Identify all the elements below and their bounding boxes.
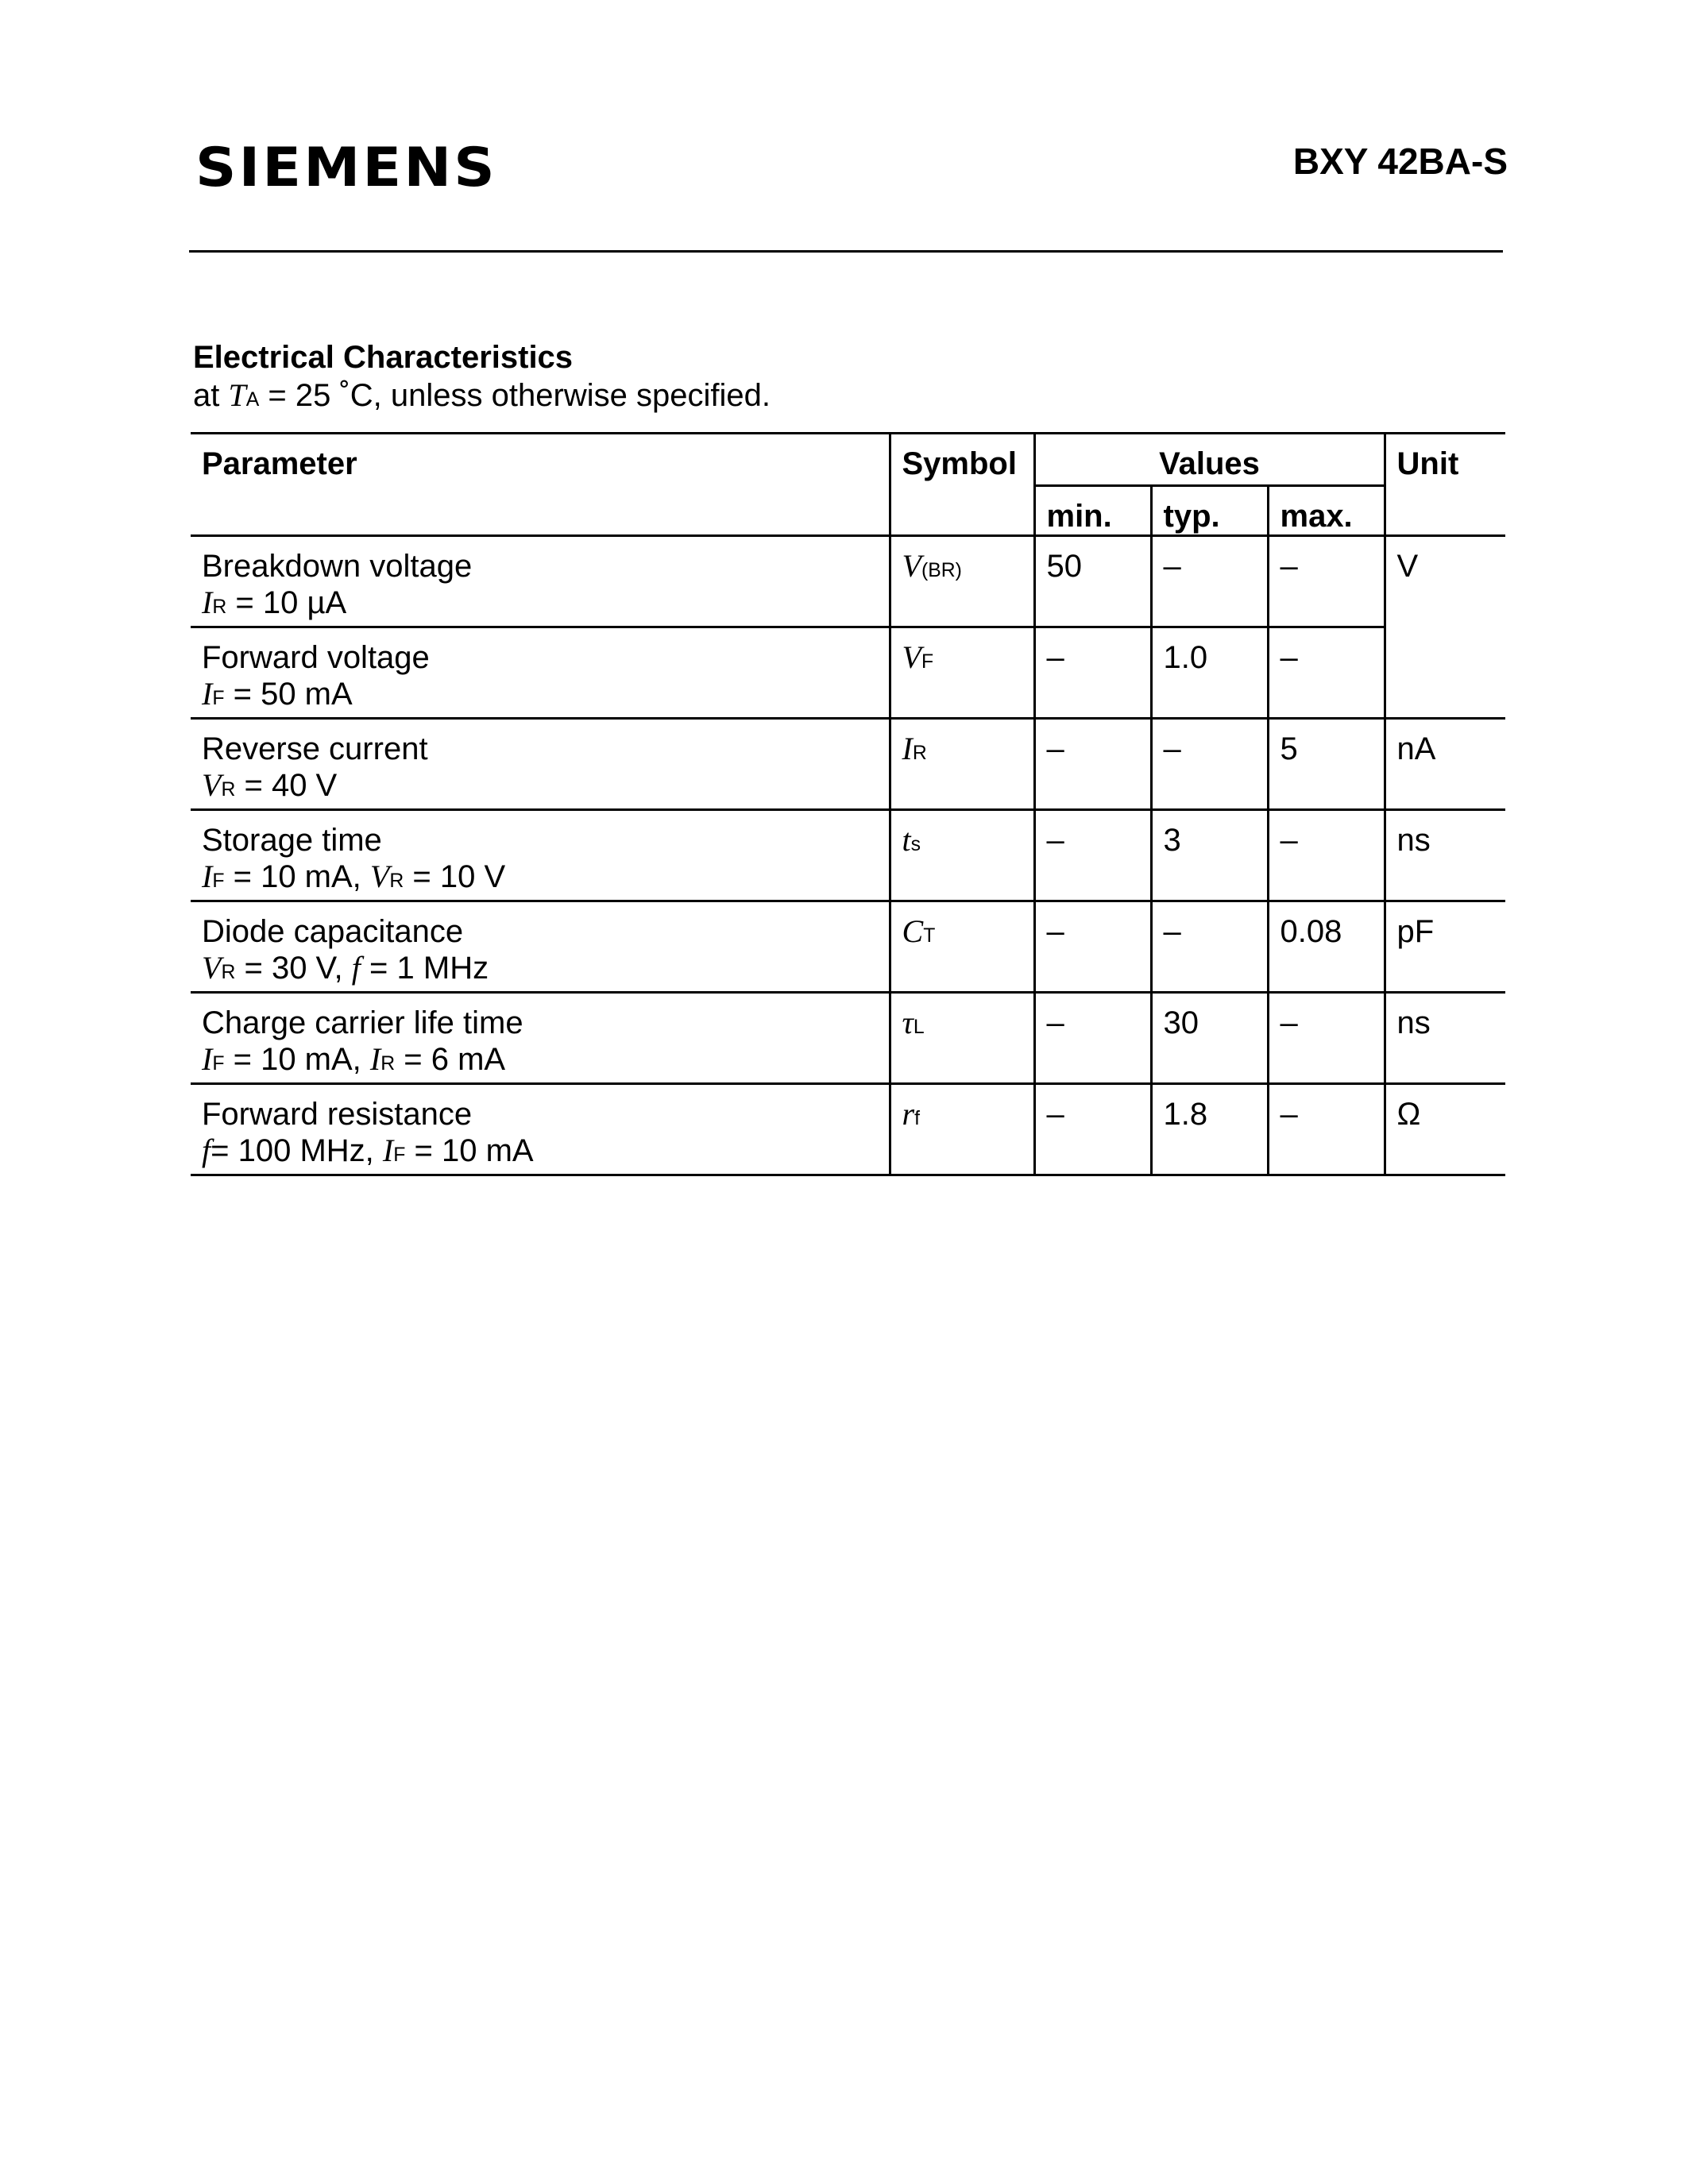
- table-body: [191, 536, 1505, 1175]
- parameter-condition: [202, 1133, 889, 1174]
- condition-variable-letter: I: [369, 1041, 381, 1077]
- condition-variable: [202, 950, 235, 986]
- min-value: –: [1034, 627, 1151, 719]
- parameter-cell: [191, 536, 890, 627]
- condition-variable: [352, 950, 361, 986]
- condition-variable: [202, 676, 224, 712]
- symbol-cell: [890, 1084, 1034, 1175]
- symbol-variable: [902, 639, 934, 675]
- unit-cell: nA: [1385, 719, 1505, 810]
- condition-variable-subscript: F: [393, 1144, 406, 1166]
- symbol-variable-letter: I: [902, 731, 913, 766]
- symbol-variable-letter: V: [902, 639, 921, 675]
- typ-value: –: [1151, 901, 1268, 993]
- electrical-characteristics-table: [191, 432, 1505, 1176]
- symbol-variable-subscript: (BR): [921, 560, 962, 581]
- condition-variable-letter: I: [202, 676, 213, 712]
- parameter-cell: [191, 1084, 890, 1175]
- condition-variable-letter: I: [202, 859, 213, 894]
- symbol-variable-letter: r: [902, 1096, 915, 1132]
- max-value: 0.08: [1268, 901, 1385, 993]
- condition-variable: [202, 767, 235, 803]
- parameter-condition: [202, 676, 889, 717]
- parameter-condition: [202, 767, 889, 808]
- symbol-variable: [902, 731, 927, 766]
- condition-variable-subscript: R: [221, 962, 236, 983]
- part-number: BXY 42BA-S: [1292, 141, 1508, 182]
- typ-value: 1.0: [1151, 627, 1268, 719]
- symbol-variable: [902, 822, 921, 858]
- max-value: –: [1268, 993, 1385, 1084]
- symbol-cell: [890, 719, 1034, 810]
- symbol-variable-subscript: L: [913, 1017, 925, 1038]
- symbol-variable-letter: t: [902, 822, 911, 858]
- parameter-condition: [202, 585, 889, 626]
- parameter-cell: [191, 719, 890, 810]
- subtitle-var-subscript: A: [245, 389, 260, 411]
- siemens-logo: SIEMENS: [195, 137, 497, 199]
- section-subtitle: [193, 377, 771, 414]
- header-max: max.: [1268, 486, 1385, 536]
- condition-variable: [383, 1133, 405, 1168]
- subtitle-rest: = 25 ˚C, unless otherwise specified.: [259, 378, 771, 413]
- symbol-variable-letter: C: [902, 913, 924, 949]
- unit-cell: pF: [1385, 901, 1505, 993]
- unit-cell: Ω: [1385, 1084, 1505, 1175]
- header-values: Values: [1034, 434, 1385, 486]
- symbol-variable-letter: V: [902, 548, 921, 584]
- typ-value: –: [1151, 536, 1268, 627]
- parameter-cell: [191, 627, 890, 719]
- table-row: [191, 719, 1505, 810]
- table-header-row: [191, 434, 1505, 486]
- symbol-variable: [902, 1005, 925, 1040]
- condition-text: = 6 mA: [395, 1042, 506, 1077]
- condition-text: = 50 mA: [224, 677, 353, 712]
- condition-variable-letter: I: [202, 585, 213, 620]
- condition-variable: [370, 859, 404, 894]
- symbol-variable: [902, 548, 962, 584]
- max-value: –: [1268, 810, 1385, 901]
- condition-variable-letter: V: [202, 767, 222, 803]
- unit-cell: V: [1385, 536, 1505, 719]
- condition-variable-subscript: R: [212, 596, 227, 618]
- max-value: –: [1268, 627, 1385, 719]
- symbol-variable-subscript: T: [923, 925, 936, 947]
- parameter-name: Forward resistance: [202, 1097, 473, 1132]
- symbol-variable: [902, 913, 936, 949]
- subtitle-variable: [228, 377, 259, 413]
- condition-variable: [202, 585, 226, 620]
- symbol-cell: [890, 993, 1034, 1084]
- table-row: [191, 627, 1505, 719]
- parameter-name: Storage time: [202, 823, 382, 858]
- symbol-cell: [890, 627, 1034, 719]
- condition-variable-subscript: F: [212, 870, 225, 892]
- condition-variable-subscript: R: [221, 779, 236, 801]
- condition-text: = 100 MHz,: [211, 1133, 383, 1168]
- condition-text: = 10 mA,: [224, 1042, 370, 1077]
- symbol-variable-subscript: f: [914, 1108, 920, 1129]
- typ-value: 3: [1151, 810, 1268, 901]
- header-min: min.: [1034, 486, 1151, 536]
- min-value: –: [1034, 901, 1151, 993]
- table-row: [191, 536, 1505, 627]
- typ-value: 1.8: [1151, 1084, 1268, 1175]
- header-typ: typ.: [1151, 486, 1268, 536]
- min-value: –: [1034, 810, 1151, 901]
- condition-variable: [202, 1041, 224, 1077]
- condition-variable-subscript: F: [212, 1053, 225, 1075]
- condition-variable-letter: V: [202, 950, 222, 986]
- condition-variable-letter: V: [369, 859, 390, 894]
- header-parameter: Parameter: [191, 434, 890, 536]
- unit-cell: ns: [1385, 810, 1505, 901]
- condition-variable-letter: I: [202, 1041, 213, 1077]
- unit-cell: ns: [1385, 993, 1505, 1084]
- parameter-name: Diode capacitance: [202, 914, 464, 949]
- symbol-variable-subscript: s: [910, 834, 921, 855]
- condition-variable: [370, 1041, 395, 1077]
- symbol-variable: [902, 1096, 920, 1132]
- condition-text: = 10 mA: [405, 1133, 534, 1168]
- symbol-cell: [890, 810, 1034, 901]
- parameter-name: Forward voltage: [202, 640, 430, 675]
- table-row: [191, 901, 1505, 993]
- parameter-name: Breakdown voltage: [202, 549, 473, 584]
- parameter-cell: [191, 810, 890, 901]
- subtitle-var-letter: T: [228, 377, 246, 413]
- condition-text: = 1 MHz: [360, 951, 489, 986]
- condition-variable: [202, 1133, 211, 1168]
- condition-variable-letter: f: [202, 1133, 211, 1168]
- table-row: [191, 993, 1505, 1084]
- header-divider: [189, 250, 1503, 253]
- max-value: –: [1268, 1084, 1385, 1175]
- symbol-cell: [890, 901, 1034, 993]
- symbol-variable-letter: τ: [902, 1005, 914, 1040]
- symbol-variable-subscript: R: [912, 743, 927, 764]
- table-row: [191, 1084, 1505, 1175]
- header-symbol: Symbol: [890, 434, 1034, 536]
- condition-variable: [202, 859, 224, 894]
- condition-text: = 30 V,: [235, 951, 352, 986]
- condition-variable-letter: I: [382, 1133, 394, 1168]
- parameter-name: Charge carrier life time: [202, 1005, 523, 1040]
- typ-value: 30: [1151, 993, 1268, 1084]
- parameter-name: Reverse current: [202, 731, 428, 766]
- max-value: –: [1268, 536, 1385, 627]
- min-value: –: [1034, 719, 1151, 810]
- parameter-cell: [191, 993, 890, 1084]
- condition-text: = 10 µA: [226, 585, 347, 620]
- header-unit: Unit: [1385, 434, 1505, 536]
- min-value: –: [1034, 1084, 1151, 1175]
- parameter-condition: [202, 950, 889, 991]
- parameter-condition: [202, 1041, 889, 1082]
- parameter-cell: [191, 901, 890, 993]
- subtitle-prefix: at: [193, 378, 229, 413]
- typ-value: –: [1151, 719, 1268, 810]
- condition-variable-subscript: R: [380, 1053, 396, 1075]
- min-value: –: [1034, 993, 1151, 1084]
- symbol-variable-subscript: F: [921, 651, 934, 673]
- condition-text: = 40 V: [235, 768, 338, 803]
- min-value: 50: [1034, 536, 1151, 627]
- condition-text: = 10 V: [404, 859, 506, 894]
- parameter-condition: [202, 859, 889, 900]
- condition-text: = 10 mA,: [224, 859, 370, 894]
- max-value: 5: [1268, 719, 1385, 810]
- condition-variable-letter: f: [351, 950, 361, 986]
- section-title: Electrical Characteristics: [193, 340, 574, 375]
- symbol-cell: [890, 536, 1034, 627]
- condition-variable-subscript: F: [212, 688, 225, 709]
- condition-variable-subscript: R: [389, 870, 404, 892]
- table-row: [191, 810, 1505, 901]
